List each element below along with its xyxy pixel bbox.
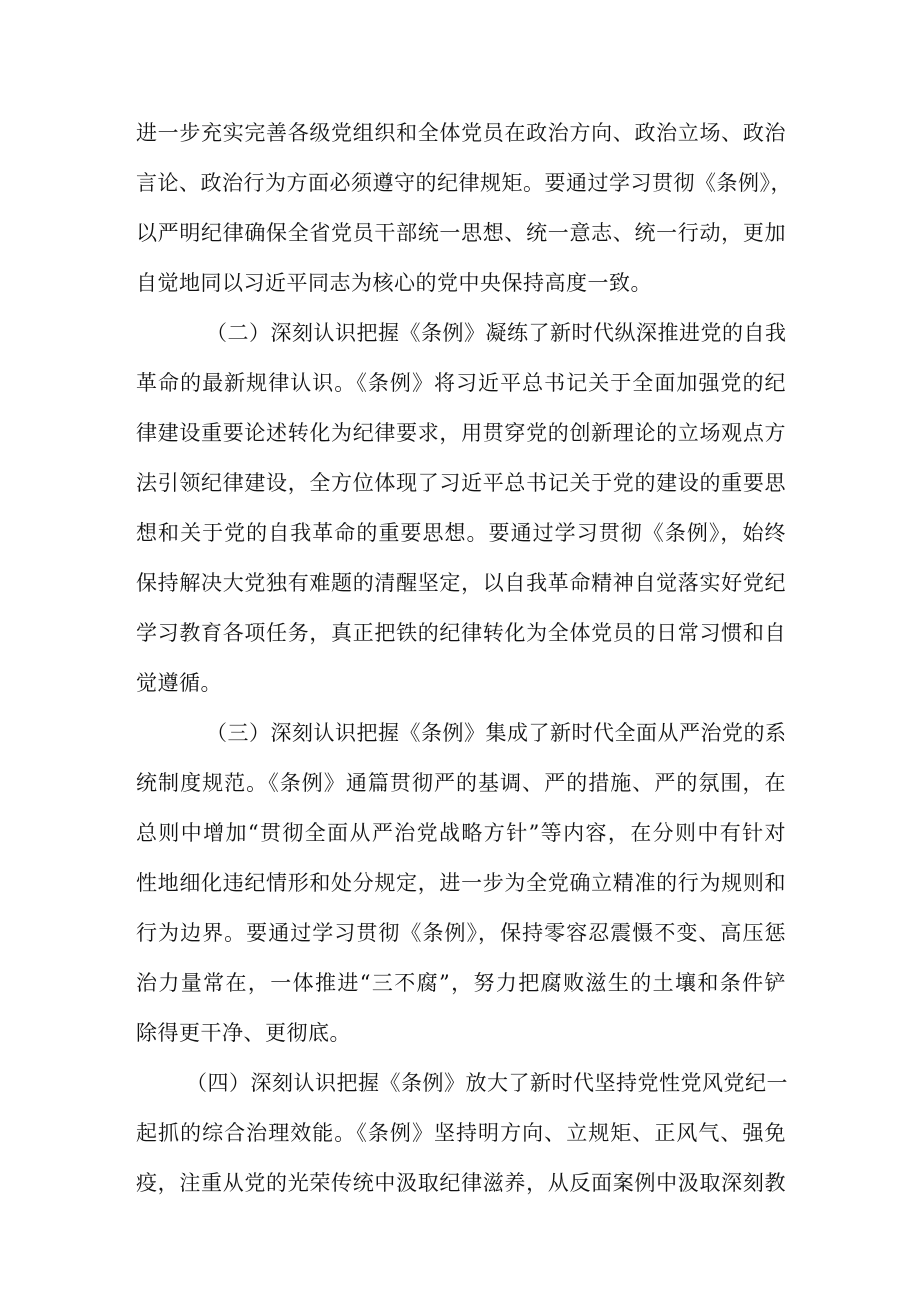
paragraph-2-line-4: 法引领纪律建设，全方位体现了习近平总书记关于党的建设的重要思 — [136, 471, 786, 495]
paragraph-1-line-2: 言论、政治行为方面必须遵守的纪律规矩。要通过学习贯彻《条例》， — [136, 171, 792, 195]
paragraph-3-line-2: 统制度规范。《条例》通篇贯彻严的基调、严的措施、严的氛围，在 — [136, 771, 786, 795]
paragraph-3-line-4: 性地细化违纪情形和处分规定，进一步为全党确立精准的行为规则和 — [136, 871, 786, 895]
paragraph-3-line-3: 总则中增加“贯彻全面从严治党战略方针”等内容，在分则中有针对 — [136, 821, 786, 845]
paragraph-1-line-1: 进一步充实完善各级党组织和全体党员在政治方向、政治立场、政治 — [136, 121, 786, 145]
paragraph-2-line-6: 保持解决大党独有难题的清醒坚定，以自我革命精神自觉落实好党纪 — [136, 571, 786, 595]
paragraph-3-line-1: （三）深刻认识把握《条例》集成了新时代全面从严治党的系 — [206, 721, 787, 745]
paragraph-1-line-4: 自觉地同以习近平同志为核心的党中央保持高度一致。 — [136, 271, 652, 295]
paragraph-3-line-6: 治力量常在，一体推进“三不腐”，努力把腐败滋生的土壤和条件铲 — [136, 971, 786, 995]
paragraph-1-line-3: 以严明纪律确保全省党员干部统一思想、统一意志、统一行动，更加 — [136, 221, 786, 245]
paragraph-2-line-5: 想和关于党的自我革命的重要思想。要通过学习贯彻《条例》，始终 — [136, 521, 786, 545]
paragraph-3-line-7: 除得更干净、更彻底。 — [136, 1021, 351, 1045]
paragraph-4-line-1: （四）深刻认识把握《条例》放大了新时代坚持党性党风党纪一 — [186, 1071, 788, 1095]
paragraph-4-line-2: 起抓的综合治理效能。《条例》坚持明方向、立规矩、正风气、强免 — [136, 1121, 786, 1145]
paragraph-2-line-8: 觉遵循。 — [136, 671, 222, 695]
paragraph-2-line-3: 律建设重要论述转化为纪律要求，用贯穿党的创新理论的立场观点方 — [136, 421, 786, 445]
paragraph-2-line-2: 革命的最新规律认识。《条例》将习近平总书记关于全面加强党的纪 — [136, 371, 786, 395]
paragraph-4-line-3: 疫，注重从党的光荣传统中汲取纪律滋养，从反面案例中汲取深刻教 — [136, 1171, 786, 1195]
paragraph-2-line-1: （二）深刻认识把握《条例》凝练了新时代纵深推进党的自我 — [206, 321, 787, 345]
paragraph-2-line-7: 学习教育各项任务，真正把铁的纪律转化为全体党员的日常习惯和自 — [136, 621, 786, 645]
paragraph-3-line-5: 行为边界。要通过学习贯彻《条例》，保持零容忍震慑不变、高压惩 — [136, 921, 786, 945]
